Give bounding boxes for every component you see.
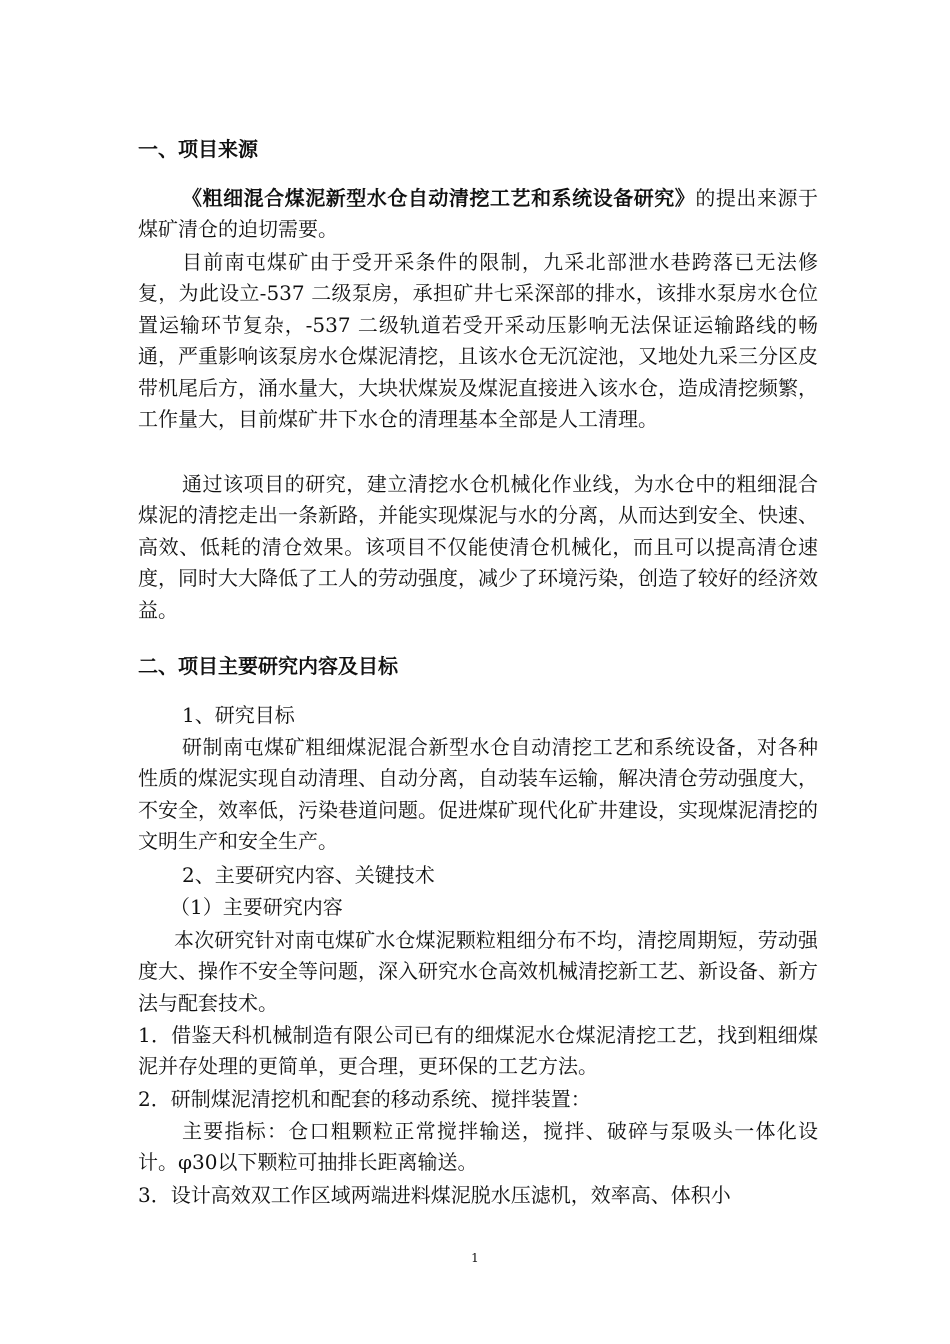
page-number: 1 [471, 1251, 479, 1265]
list-item-2: 2．研制煤泥清挖机和配套的移动系统、搅拌装置： [138, 1087, 591, 1111]
paragraph-1-rest: 的提出来源于煤矿清仓的迫切需要。 [138, 186, 819, 242]
section-1-heading: 一、项目来源 [138, 137, 258, 161]
section-1-paragraph-1 [138, 183, 818, 246]
main-research-content-heading: （1）主要研究内容 [170, 895, 343, 919]
section-2-heading: 二、项目主要研究内容及目标 [138, 654, 398, 678]
section-1-paragraph-3: 通过该项目的研究，建立清挖水仓机械化作业线，为水仓中的粗细混合煤泥的清挖走出一条新路，并能实现煤泥与水的分离，从而达到安全、快速、高效、低耗的清仓效果。该项目不仅能使清仓机械化，而且可以提高清仓速度，同时大大降低了工人的劳动强度，减少了环境污染，创造了较好的经济效益。 [138, 472, 818, 622]
research-content-heading: 2、主要研究内容、关键技术 [182, 863, 435, 887]
research-goal-heading: 1、研究目标 [182, 703, 295, 727]
list-item-1: 1．借鉴天科机械制造有限公司已有的细煤泥水仓煤泥清挖工艺，找到粗细煤泥并存处理的更简单，更合理，更环保的工艺方法。 [138, 1023, 818, 1079]
section-1-paragraph-2: 目前南屯煤矿由于受开采条件的限制，九采北部泄水巷跨落已无法修复，为此设立-537 二级泵房，承担矿井七采深部的排水，该排水泵房水仓位置运输环节复杂，-537 二级轨道若受开采动压影响无法保证运输路线的畅通，严重影响该泵房水仓煤泥清挖，且该水仓无沉淀池，又地处九采三分区皮带机尾后方，涌水量大，大块状煤炭及煤泥直接进入该水仓，造成清挖频繁，工作量大，目前煤矿井下水仓的清理基本全部是人工清理。 [138, 250, 818, 432]
research-content-paragraph: 本次研究针对南屯煤矿水仓煤泥颗粒粗细分布不均，清挖周期短，劳动强度大、操作不安全等问题，深入研究水仓高效机械清挖新工艺、新设备、新方法与配套技术。 [138, 928, 818, 1015]
project-title: 《粗细混合煤泥新型水仓自动清挖工艺和系统设备研究》 [182, 186, 696, 210]
list-item-3: 3．设计高效双工作区域两端进料煤泥脱水压滤机，效率高、体积小 [138, 1183, 731, 1207]
list-item-2-detail: 主要指标：仓口粗颗粒正常搅拌输送，搅拌、破碎与泵吸头一体化设计。φ30以下颗粒可抽排长距离输送。 [138, 1119, 818, 1175]
research-goal-paragraph: 研制南屯煤矿粗细煤泥混合新型水仓自动清挖工艺和系统设备，对各种性质的煤泥实现自动清理、自动分离，自动装车运输，解决清仓劳动强度大，不安全，效率低，污染巷道问题。促进煤矿现代化矿井建设，实现煤泥清挖的文明生产和安全生产。 [138, 735, 818, 854]
